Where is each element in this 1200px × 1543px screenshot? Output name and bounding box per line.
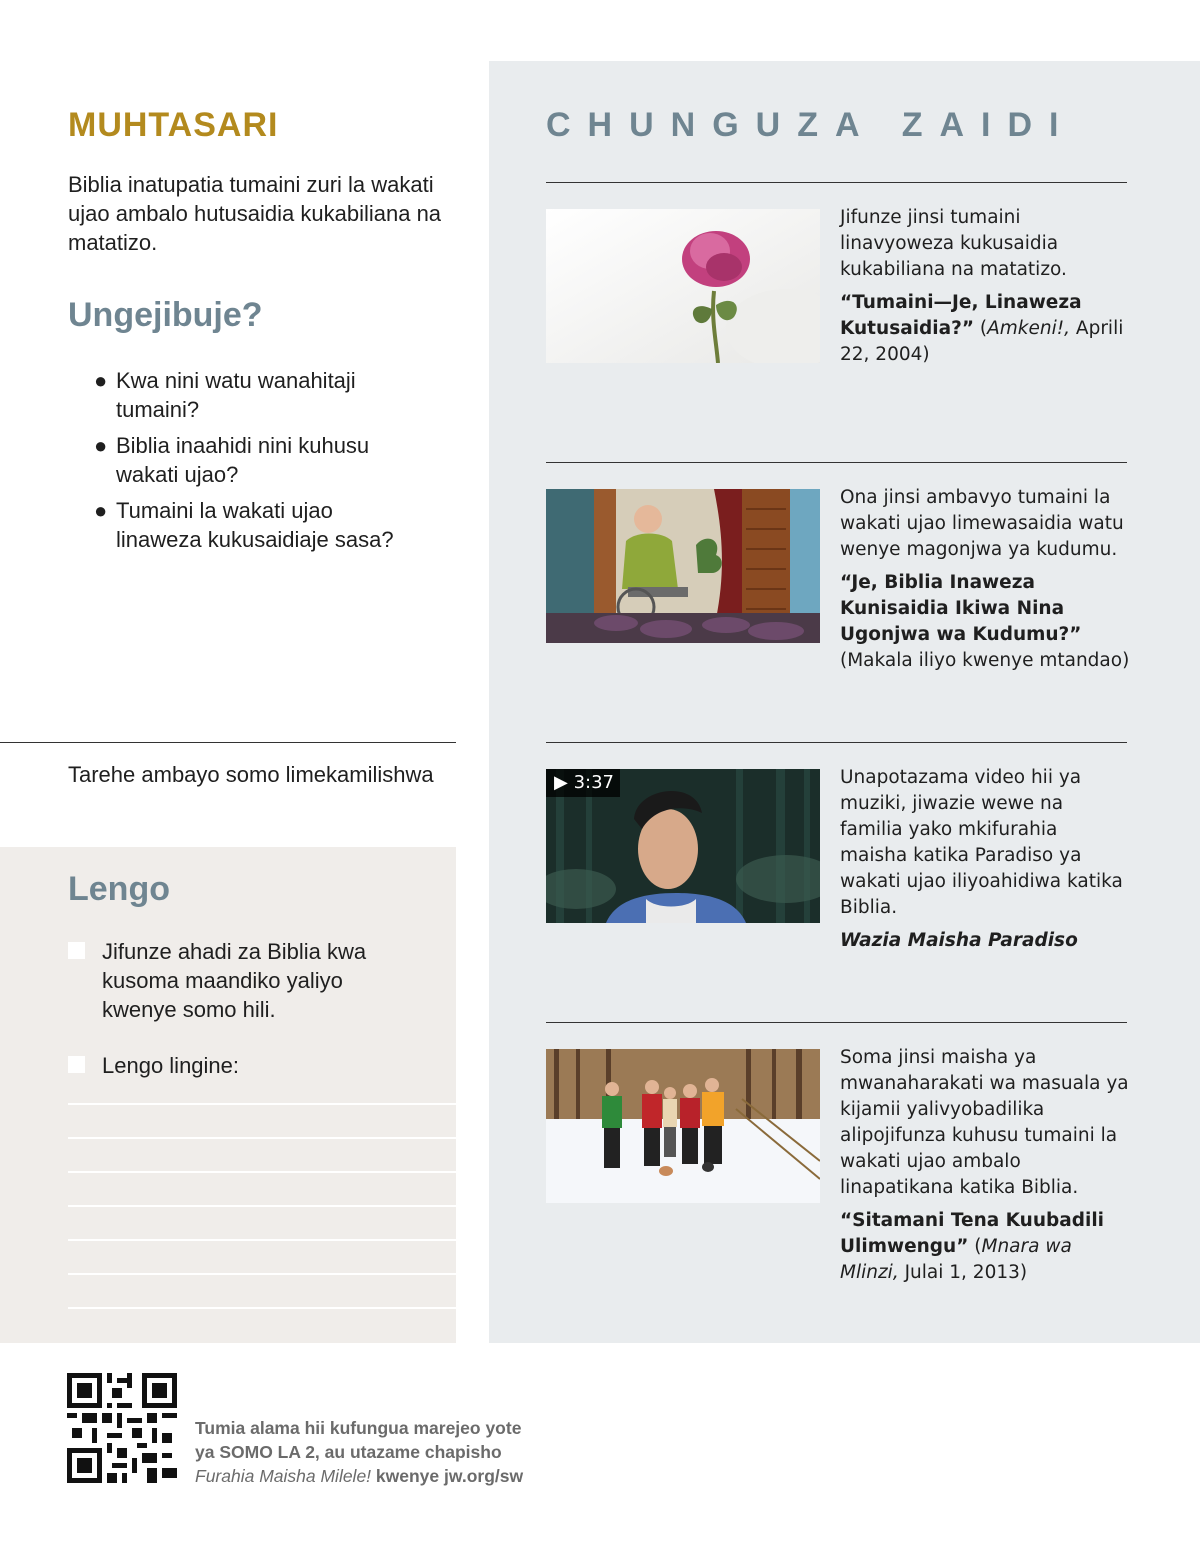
goal-item	[68, 1051, 398, 1080]
video-thumbnail[interactable]	[546, 769, 820, 923]
question-item: ● Kwa nini watu wanahitaji tumaini?	[94, 368, 356, 422]
entry-source[interactable]: “Tumaini—Je, Linaweza Kutusaidia?” (Amkeni!, Aprili 22, 2004)	[840, 292, 1124, 365]
entry-title[interactable]: Wazia Maisha Paradiso	[840, 930, 1078, 951]
writing-line[interactable]	[68, 1103, 456, 1105]
entry-title[interactable]: “Je, Biblia Inaweza Kunisaidia Ikiwa Nina Ugonjwa wa Kudumu?”	[840, 572, 1082, 645]
goal-checkbox[interactable]	[68, 942, 85, 959]
bullet-icon: ●	[94, 498, 108, 523]
entry-description: Unapotazama video hii ya muziki, jiwazie wewe na familia yako mkifurahia maisha katika Paradiso ya wakati ujao iliyoahidiwa katika Biblia.	[840, 767, 1123, 918]
video-duration-badge	[546, 769, 620, 797]
question-item: ● Biblia inaahidi nini kuhusu wakati ujao?	[94, 433, 370, 487]
footer-line: ya SOMO LA 2, au utazame chapisho	[195, 1442, 502, 1462]
writing-line[interactable]	[68, 1205, 456, 1207]
entry-source[interactable]: “Je, Biblia Inaweza Kunisaidia Ikiwa Nina Ugonjwa wa Kudumu?” (Makala iliyo kwenye mtandao)	[840, 572, 1130, 671]
explore-heading: CHUNGUZA ZAIDI	[546, 106, 1076, 144]
divider	[546, 462, 1127, 463]
questions-heading: Ungejibuje?	[68, 296, 263, 334]
explore-entry-text	[840, 205, 1130, 368]
footer-note	[195, 1416, 555, 1488]
entry-description: Ona jinsi ambavyo tumaini la wakati ujao limewasaidia watu wenye magonjwa ya kudumu.	[840, 487, 1124, 560]
goal-heading: Lengo	[68, 870, 170, 908]
writing-line[interactable]	[68, 1171, 456, 1173]
qr-code-icon[interactable]	[67, 1373, 177, 1483]
summary-heading: MUHTASARI	[68, 106, 279, 144]
entry-title[interactable]: “Sitamani Tena Kuubadili Ulimwengu”	[840, 1210, 1105, 1257]
writing-line[interactable]	[68, 1137, 456, 1139]
entry-source[interactable]	[840, 928, 1130, 954]
entry-source[interactable]: “Sitamani Tena Kuubadili Ulimwengu” (Mnara wa Mlinzi, Julai 1, 2013)	[840, 1210, 1105, 1283]
completion-date-label: Tarehe ambayo somo limekamilishwa	[68, 762, 434, 787]
writing-line[interactable]	[68, 1307, 456, 1309]
writing-line[interactable]	[68, 1239, 456, 1241]
footer-line	[195, 1464, 555, 1488]
explore-entry-text	[840, 1045, 1130, 1286]
play-icon[interactable]: ▶	[554, 772, 568, 793]
goal-item	[68, 937, 398, 1024]
goal-box	[0, 847, 456, 1343]
video-duration: 3:37	[573, 772, 614, 793]
entry-description: Soma jinsi maisha ya mwanaharakati wa masuala ya kijamii yalivyobadilika alipojifunza kuhusu tumaini la wakati ujao ambalo linapatikana katika Biblia.	[840, 1047, 1129, 1198]
divider	[546, 182, 1127, 183]
questions-list	[94, 366, 424, 561]
summary-text: Biblia inatupatia tumaini zuri la wakati ujao ambalo hutusaidia kukabiliana na matatizo.	[68, 172, 442, 255]
divider	[0, 742, 456, 743]
family-walking-in-snow-image[interactable]	[546, 1049, 820, 1203]
divider	[546, 1022, 1127, 1023]
question-item: ● Tumaini la wakati ujao linaweza kukusaidiaje sasa?	[94, 498, 394, 552]
pink-flower-image[interactable]	[546, 209, 820, 363]
goal-item-label: Lengo lingine:	[102, 1053, 240, 1078]
explore-entry-text	[840, 485, 1130, 674]
divider	[546, 742, 1127, 743]
website-link[interactable]: kwenye jw.org/sw	[371, 1466, 524, 1486]
explore-entry-text	[840, 765, 1130, 954]
goal-item-label: Jifunze ahadi za Biblia kwa kusoma maandiko yaliyo kwenye somo hili.	[102, 939, 367, 1022]
entry-title[interactable]: “Tumaini—Je, Linaweza Kutusaidia?”	[840, 292, 1082, 339]
entry-description: Jifunze jinsi tumaini linavyoweza kukusaidia kukabiliana na matatizo.	[840, 207, 1067, 280]
goal-checkbox[interactable]	[68, 1056, 85, 1073]
publication-title: Furahia Maisha Milele!	[195, 1466, 372, 1486]
bullet-icon: ●	[94, 368, 108, 393]
footer-line: Tumia alama hii kufungua marejeo yote	[195, 1418, 522, 1438]
writing-line[interactable]	[68, 1273, 456, 1275]
man-in-wheelchair-image[interactable]	[546, 489, 820, 643]
bullet-icon: ●	[94, 433, 108, 458]
